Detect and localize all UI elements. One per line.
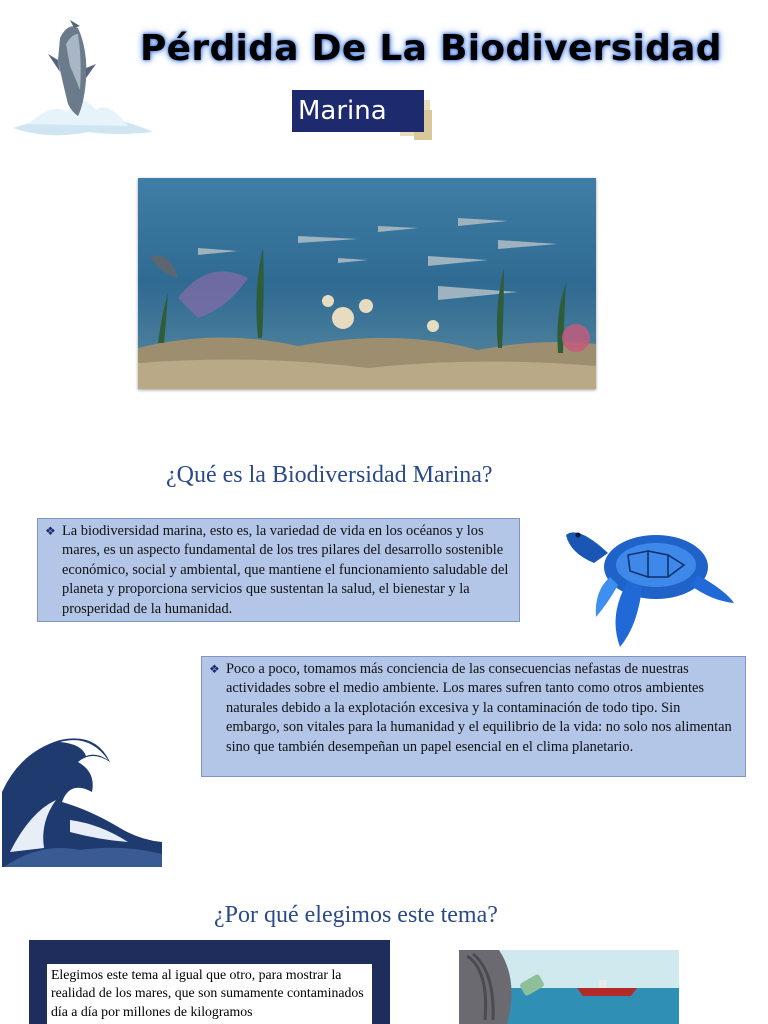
subtitle-banner xyxy=(292,90,442,140)
page-title: Pérdida De La Biodiversidad xyxy=(140,28,722,69)
info-box-awareness xyxy=(201,656,746,777)
sea-turtle-illustration xyxy=(558,515,738,655)
page-subtitle: Marina xyxy=(292,90,424,132)
ocean-pollution-illustration xyxy=(459,950,679,1024)
diamond-bullet-icon: ❖ xyxy=(45,524,56,538)
why-topic-box xyxy=(29,940,390,1024)
why-topic-text: Elegimos este tema al igual que otro, para mostrar la realidad de los mares, que son sumamente contaminados día a día por millones de kilogramos xyxy=(47,964,372,1024)
info-box-text: La biodiversidad marina, esto es, la variedad de vida en los océanos y los mares, es un aspecto fundamental de los tres pilares del desarrollo sostenible económico, social y ambiental, que mantiene el funcionamiento saludable del planeta y proporciona servicios que sustentan la salud, el bienestar y la prosperidad de la humanidad. xyxy=(62,523,509,617)
info-box-text: Poco a poco, tomamos más conciencia de las consecuencias nefastas de nuestras actividades sobre el medio ambiente. Los mares sufren tanto como otros ambientes naturales debido a la explotación excesiva y la contaminación de todo tipo. Sin embargo, son vitales para la humanidad y el equilibrio de la vida: no solo nos alimentan sino que también desempeñan un papel esencial en el clima planetario. xyxy=(226,661,732,755)
info-box-biodiversity xyxy=(37,518,520,622)
great-wave-illustration xyxy=(0,732,164,867)
section-heading-what: ¿Qué es la Biodiversidad Marina? xyxy=(166,462,493,488)
section-heading-why: ¿Por qué elegimos este tema? xyxy=(214,902,498,928)
dolphin-illustration xyxy=(8,20,158,140)
underwater-reef-image xyxy=(138,178,596,389)
diamond-bullet-icon: ❖ xyxy=(209,662,220,676)
